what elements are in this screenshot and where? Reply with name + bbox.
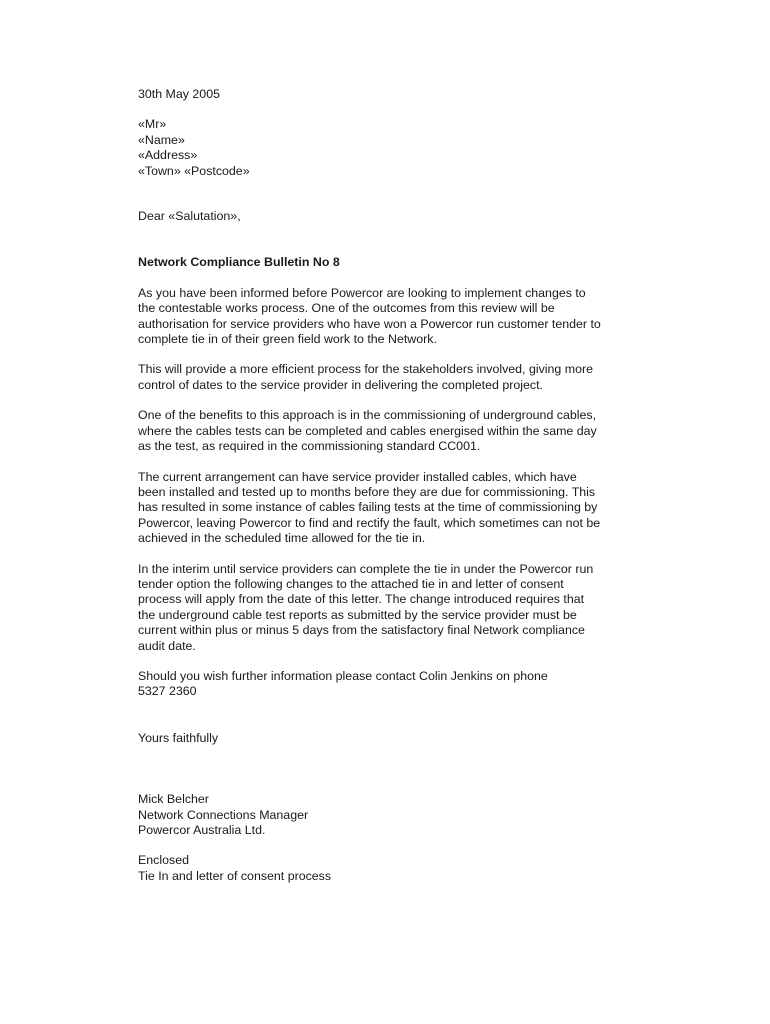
address-line: «Name» xyxy=(138,132,185,147)
body-paragraph-4 xyxy=(138,470,638,547)
body-paragraph-1 xyxy=(138,286,638,348)
address-line: «Address» xyxy=(138,148,198,163)
paragraph-line: This will provide a more efficient process for the stakeholders involved, giving more xyxy=(138,362,593,377)
paragraph-line: been installed and tested up to months before they are due for commissioning. This xyxy=(138,484,596,499)
letter-body xyxy=(138,87,638,884)
signatory-name: Mick Belcher xyxy=(138,792,209,807)
paragraph-line: authorisation for service providers who have won a Powercor run customer tender to xyxy=(138,316,601,331)
paragraph-line: audit date. xyxy=(138,638,196,653)
body-paragraph-3 xyxy=(138,408,638,454)
address-line: «Mr» xyxy=(138,117,167,132)
paragraph-line: as the test, as required in the commissioning standard CC001. xyxy=(138,439,481,454)
paragraph-line: control of dates to the service provider in delivering the completed project. xyxy=(138,377,543,392)
salutation-text: Dear «Salutation», xyxy=(138,209,241,224)
subject-text: Network Compliance Bulletin No 8 xyxy=(138,255,340,270)
enclosure-block xyxy=(138,853,638,884)
paragraph-line: tender option the following changes to the attached tie in and letter of consent xyxy=(138,576,564,591)
paragraph-line: Powercor, leaving Powercor to find and rectify the fault, which sometimes can not be xyxy=(138,515,601,530)
date-text: 30th May 2005 xyxy=(138,87,220,101)
paragraph-line: where the cables tests can be completed and cables energised within the same day xyxy=(138,423,597,438)
paragraph-line: current within plus or minus 5 days from the satisfactory final Network compliance xyxy=(138,623,585,638)
paragraph-line: One of the benefits to this approach is in the commissioning of underground cables, xyxy=(138,408,597,423)
contact-phone: 5327 2360 xyxy=(138,684,197,699)
paragraph-line: has resulted in some instance of cables failing tests at the time of commissioning by xyxy=(138,500,598,515)
paragraph-line: In the interim until service providers can complete the tie in under the Powercor run xyxy=(138,561,594,576)
paragraph-line: complete tie in of their green field work to the Network. xyxy=(138,332,437,347)
salutation xyxy=(138,209,638,224)
paragraph-line: the underground cable test reports as submitted by the service provider must be xyxy=(138,607,577,622)
contact-paragraph xyxy=(138,669,638,700)
paragraph-line: achieved in the scheduled time allowed for the tie in. xyxy=(138,531,426,546)
paragraph-line: the contestable works process. One of the outcomes from this review will be xyxy=(138,301,555,316)
closing-text: Yours faithfully xyxy=(138,730,219,745)
contact-line: Should you wish further information please contact Colin Jenkins on phone xyxy=(138,668,548,683)
paragraph-line: As you have been informed before Powercor are looking to implement changes to xyxy=(138,285,586,300)
enclosure-item: Tie In and letter of consent process xyxy=(138,868,332,883)
paragraph-line: process will apply from the date of this letter. The change introduced requires that xyxy=(138,592,585,607)
letter-date xyxy=(138,87,638,102)
signatory-title: Network Connections Manager xyxy=(138,807,309,822)
address-line: «Town» «Postcode» xyxy=(138,163,250,178)
body-paragraph-5 xyxy=(138,562,638,654)
enclosure-label: Enclosed xyxy=(138,853,189,868)
subject-heading xyxy=(138,255,638,270)
paragraph-line: The current arrangement can have service provider installed cables, which have xyxy=(138,469,577,484)
signatory-company: Powercor Australia Ltd. xyxy=(138,823,266,837)
closing xyxy=(138,731,638,746)
signature-block xyxy=(138,792,638,838)
recipient-address xyxy=(138,117,638,179)
body-paragraph-2 xyxy=(138,362,638,393)
